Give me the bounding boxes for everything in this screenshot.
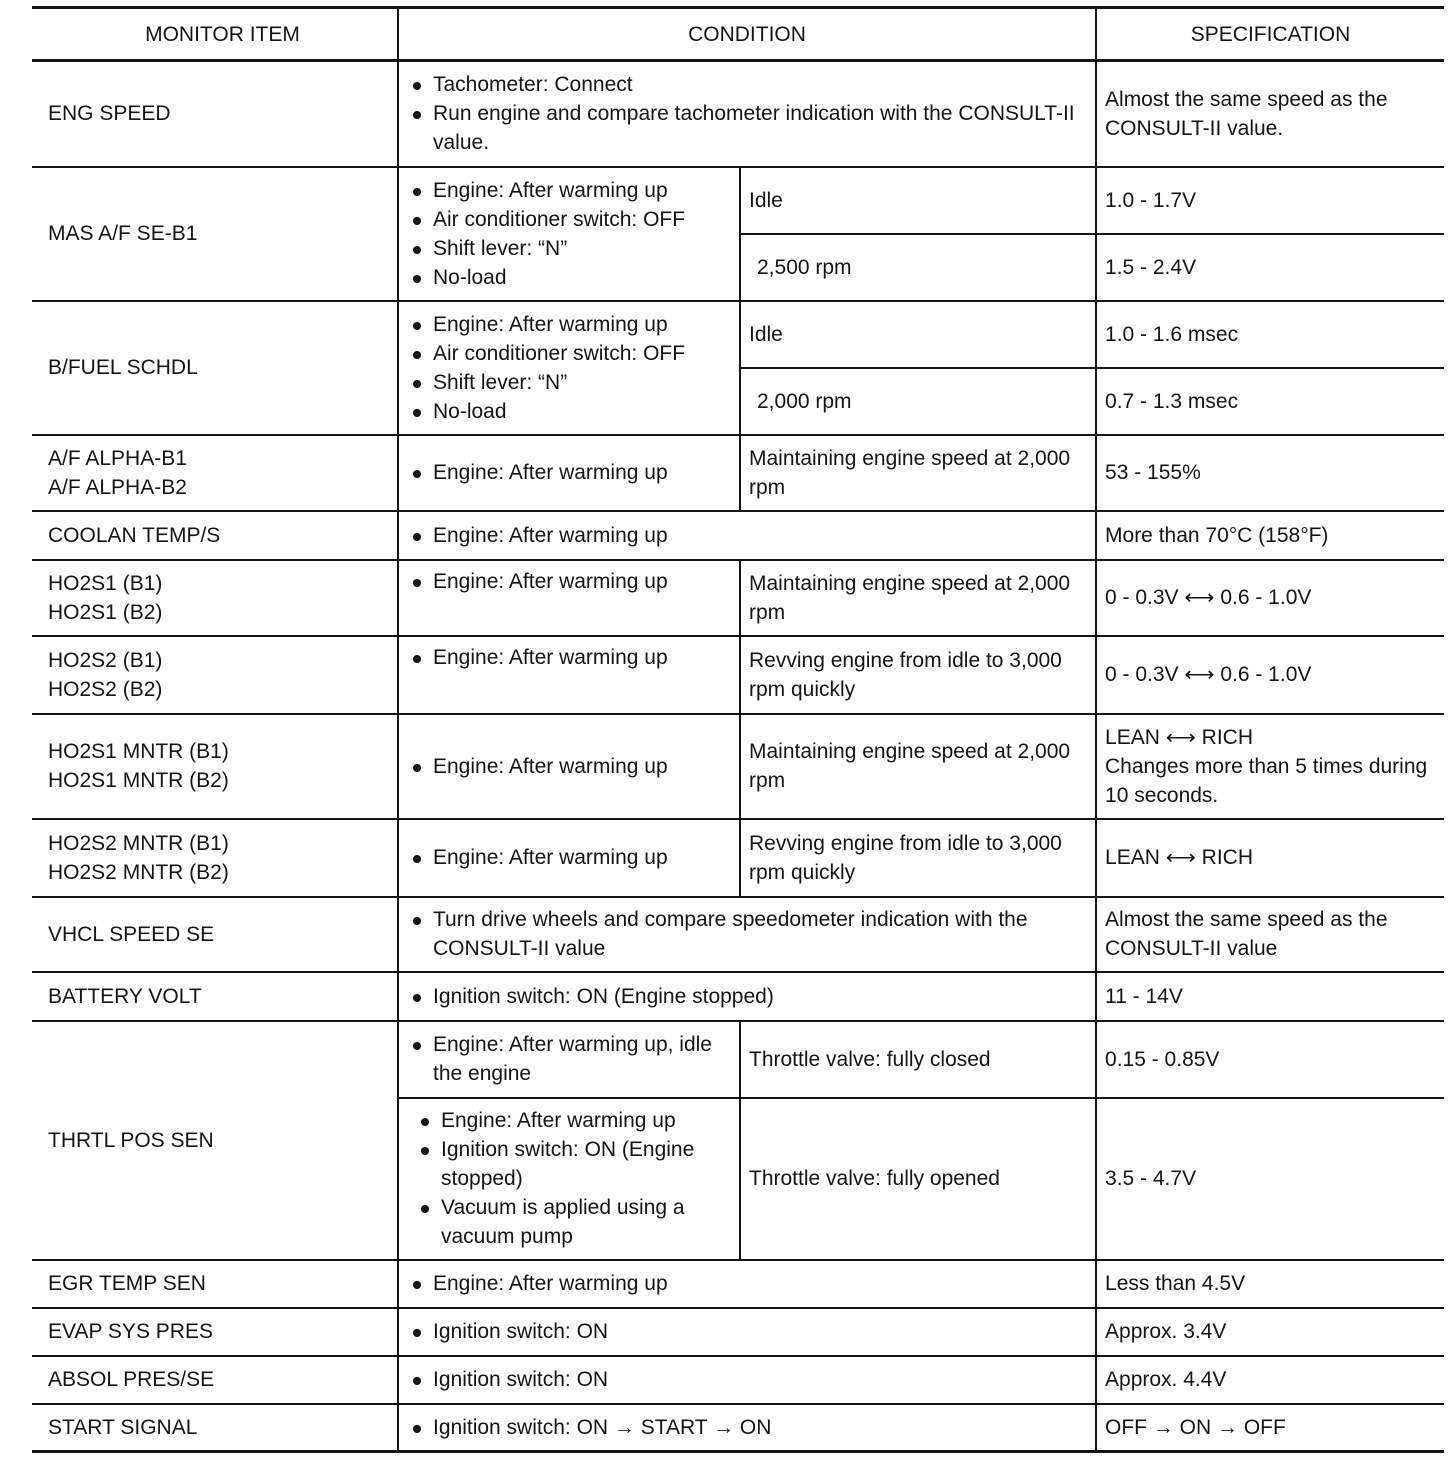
table-row — [32, 714, 1444, 819]
condition-bullet: Engine: After warming up — [407, 521, 1087, 550]
sub-condition: Throttle valve: fully closed — [740, 1021, 1096, 1098]
specification: Less than 4.5V — [1096, 1260, 1444, 1308]
condition-bullet: Air conditioner switch: OFF — [407, 205, 731, 234]
sub-condition: Maintaining engine speed at 2,000 rpm — [740, 714, 1096, 819]
sub-condition: Idle — [740, 301, 1096, 368]
table-row — [32, 897, 1444, 972]
table-row — [32, 435, 1444, 511]
condition — [398, 636, 740, 714]
condition — [398, 1260, 1096, 1308]
monitor-item: BATTERY VOLT — [32, 972, 398, 1021]
condition-bullet: No-load — [407, 263, 731, 292]
table-row — [32, 511, 1444, 560]
condition — [398, 167, 740, 301]
monitor-item-line: HO2S1 (B1) — [48, 571, 163, 595]
monitor-item-line: HO2S2 MNTR (B2) — [48, 860, 229, 884]
table-row — [32, 1356, 1444, 1404]
specification: 11 - 14V — [1096, 972, 1444, 1021]
specification: Approx. 3.4V — [1096, 1308, 1444, 1356]
condition-bullet: Engine: After warming up — [407, 176, 731, 205]
sub-condition: Throttle valve: fully opened — [740, 1098, 1096, 1260]
monitor-item: VHCL SPEED SE — [32, 897, 398, 972]
monitor-item — [32, 636, 398, 714]
monitor-item: THRTL POS SEN — [32, 1021, 398, 1260]
specification-line: LEAN ⟷ RICH — [1105, 725, 1253, 749]
condition — [398, 560, 740, 636]
table-row — [32, 560, 1444, 636]
condition-bullet: Engine: After warming up — [407, 310, 731, 339]
specification: More than 70°C (158°F) — [1096, 511, 1444, 560]
sub-condition: Maintaining engine speed at 2,000 rpm — [740, 435, 1096, 511]
specification — [1096, 714, 1444, 819]
condition-bullet: Run engine and compare tachometer indication with the CONSULT-II value. — [407, 99, 1087, 157]
condition — [398, 897, 1096, 972]
monitor-item — [32, 819, 398, 897]
condition — [398, 714, 740, 819]
table-row — [32, 636, 1444, 714]
table-row — [32, 819, 1444, 897]
condition-bullet: Engine: After warming up — [407, 643, 731, 672]
condition-bullet: Engine: After warming up — [407, 843, 731, 872]
condition — [398, 1308, 1096, 1356]
condition-bullet: Shift lever: “N” — [407, 234, 731, 263]
monitor-item-line: HO2S1 MNTR (B2) — [48, 769, 229, 792]
condition — [398, 61, 1096, 167]
condition — [398, 972, 1096, 1021]
monitor-item — [32, 435, 398, 511]
header-specification: SPECIFICATION — [1096, 8, 1444, 61]
condition-bullet: Ignition switch: ON (Engine stopped) — [407, 982, 1087, 1011]
monitor-item-line: HO2S1 MNTR (B1) — [48, 740, 229, 763]
condition-bullet: Engine: After warming up — [407, 458, 731, 487]
monitor-item: ENG SPEED — [32, 61, 398, 167]
condition — [398, 1404, 1096, 1452]
sub-condition: 2,500 rpm — [740, 234, 1096, 301]
table-row — [32, 1021, 1444, 1098]
monitor-item: COOLAN TEMP/S — [32, 511, 398, 560]
monitor-item: EGR TEMP SEN — [32, 1260, 398, 1308]
header-monitor-item: MONITOR ITEM — [32, 8, 398, 61]
monitor-item-line: HO2S2 (B2) — [48, 677, 163, 701]
specification: OFF → ON → OFF — [1096, 1404, 1444, 1452]
specification: Approx. 4.4V — [1096, 1356, 1444, 1404]
table-row — [32, 1260, 1444, 1308]
specification: Almost the same speed as the CONSULT-II value. — [1096, 61, 1444, 167]
header-row — [32, 8, 1444, 61]
condition — [398, 435, 740, 511]
specification: 1.5 - 2.4V — [1096, 234, 1444, 301]
condition-bullet: Engine: After warming up, idle the engine — [407, 1030, 731, 1088]
sub-condition: Idle — [740, 167, 1096, 234]
monitor-item: MAS A/F SE-B1 — [32, 167, 398, 301]
table-row — [32, 61, 1444, 167]
condition-bullet: Tachometer: Connect — [407, 70, 1087, 99]
condition-bullet: No-load — [407, 397, 731, 426]
specification: 53 - 155% — [1096, 435, 1444, 511]
header-condition: CONDITION — [398, 8, 1096, 61]
monitor-item — [32, 714, 398, 819]
condition — [398, 819, 740, 897]
condition — [398, 511, 1096, 560]
condition-bullet: Ignition switch: ON — [407, 1365, 1087, 1394]
condition-bullet: Ignition switch: ON → START → ON — [407, 1413, 1087, 1442]
table-row — [32, 1404, 1444, 1452]
condition-bullet: Ignition switch: ON (Engine stopped) — [415, 1135, 731, 1193]
monitor-item-line: A/F ALPHA-B1 — [48, 446, 187, 470]
specification: 0 - 0.3V ⟷ 0.6 - 1.0V — [1096, 636, 1444, 714]
table-row — [32, 1308, 1444, 1356]
sub-condition: Revving engine from idle to 3,000 rpm quickly — [740, 819, 1096, 897]
condition — [398, 301, 740, 435]
condition-bullet: Turn drive wheels and compare speedometer indication with the CONSULT-II value — [407, 905, 1087, 963]
condition — [398, 1356, 1096, 1404]
condition-bullet: Engine: After warming up — [407, 1269, 1087, 1298]
condition-bullet: Vacuum is applied using a vacuum pump — [415, 1193, 731, 1251]
monitor-item: EVAP SYS PRES — [32, 1308, 398, 1356]
condition-bullet: Ignition switch: ON — [407, 1317, 1087, 1346]
table-row — [32, 167, 1444, 234]
specification: 3.5 - 4.7V — [1096, 1098, 1444, 1260]
monitor-item: B/FUEL SCHDL — [32, 301, 398, 435]
sub-condition: Revving engine from idle to 3,000 rpm quickly — [740, 636, 1096, 714]
monitor-item-line: A/F ALPHA-B2 — [48, 475, 187, 499]
condition-bullet: Shift lever: “N” — [407, 368, 731, 397]
specification: 0.15 - 0.85V — [1096, 1021, 1444, 1098]
sub-condition: Maintaining engine speed at 2,000 rpm — [740, 560, 1096, 636]
monitor-item: START SIGNAL — [32, 1404, 398, 1452]
specification-line: Changes more than 5 times during 10 seconds. — [1105, 754, 1428, 807]
specification: 0 - 0.3V ⟷ 0.6 - 1.0V — [1096, 560, 1444, 636]
sub-condition: 2,000 rpm — [740, 368, 1096, 435]
specification: 0.7 - 1.3 msec — [1096, 368, 1444, 435]
condition-bullet: Engine: After warming up — [415, 1106, 731, 1135]
monitor-item-line: HO2S2 (B1) — [48, 648, 163, 672]
condition-bullet: Air conditioner switch: OFF — [407, 339, 731, 368]
specification: 1.0 - 1.7V — [1096, 167, 1444, 234]
condition-bullet: Engine: After warming up — [407, 752, 731, 781]
monitor-item: ABSOL PRES/SE — [32, 1356, 398, 1404]
specification: 1.0 - 1.6 msec — [1096, 301, 1444, 368]
specification: LEAN ⟷ RICH — [1096, 819, 1444, 897]
monitor-item-line: HO2S1 (B2) — [48, 600, 163, 624]
table-row — [32, 301, 1444, 368]
monitor-item — [32, 560, 398, 636]
condition-bullet: Engine: After warming up — [407, 567, 731, 596]
table-row — [32, 972, 1444, 1021]
condition — [398, 1021, 740, 1098]
specification: Almost the same speed as the CONSULT-II value — [1096, 897, 1444, 972]
condition — [398, 1098, 740, 1260]
monitor-item-line: HO2S2 MNTR (B1) — [48, 831, 229, 855]
monitor-spec-table — [32, 6, 1444, 1453]
